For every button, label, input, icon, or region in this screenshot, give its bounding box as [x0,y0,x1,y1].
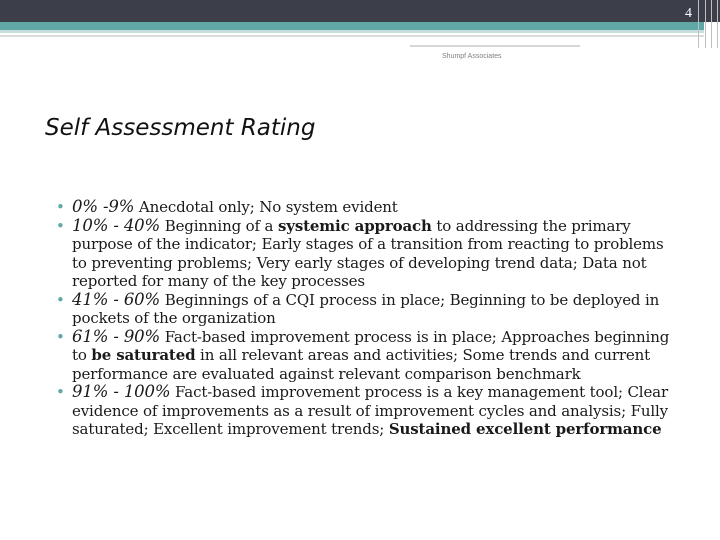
header-text: Shumpf Associates [442,53,502,60]
list-item [56,198,676,217]
rating-range: 91% - 100% [72,382,171,401]
decorative-line [698,0,699,48]
rating-list [56,198,676,439]
accent-band [0,22,704,30]
rating-description: Beginning of a [160,216,278,235]
slide-title: Self Assessment Rating [45,115,316,141]
decorative-line [705,0,706,48]
header-rule [410,45,580,47]
emphasis-text: systemic approach [277,216,432,235]
decorative-line [711,0,712,48]
page-number: 4 [685,6,692,21]
rating-description: in all relevant areas and activities; Some trends and current performance are evaluated against relevant comparison benchmark [72,346,650,383]
top-bar [0,0,720,22]
list-item [56,217,676,291]
list-item [56,383,676,439]
rating-range: 41% - 60% [72,289,161,309]
rating-description: Anecdotal only; No system evident [134,198,398,216]
list-item [56,291,676,328]
rating-range: 10% - 40% [72,215,161,235]
rating-description: to addressing the primary purpose of the indicator; Early stages of a transition from reacting to problems to preventing problems; Very early stages of developing trend data; Data not reported for many of the key processes [72,216,664,290]
rating-range: 61% - 90% [72,326,161,346]
rating-range: 0% -9% [72,197,135,216]
divider-line [0,35,704,37]
list-item [56,328,676,384]
decorative-line [717,0,718,48]
accent-band-light [0,30,704,33]
emphasis-text: Sustained excellent performance [388,420,662,438]
rating-description: Fact-based improvement process is in place; Approaches beginning to [72,327,670,364]
emphasis-text: be saturated [91,346,196,364]
rating-description: Beginnings of a CQI process in place; Beginning to be deployed in pockets of the organization [72,290,660,327]
rating-description: Fact-based improvement process is a key management tool; Clear evidence of improvements as a result of improvement cycles and analysis; Fully saturated; Excellent improvement trends; [72,383,668,438]
